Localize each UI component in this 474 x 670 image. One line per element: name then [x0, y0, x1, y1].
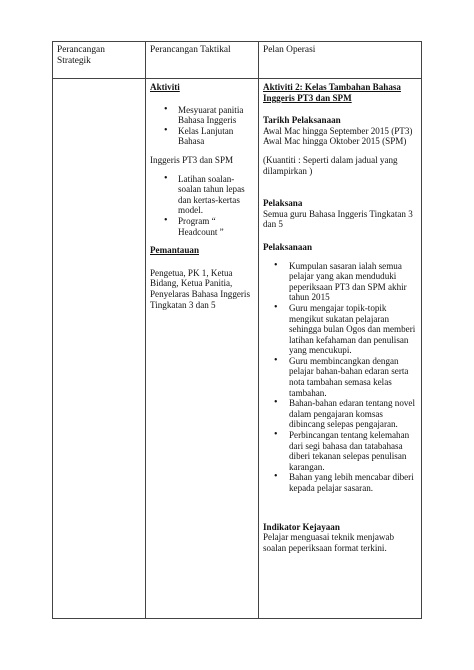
aktiviti-list: [150, 105, 254, 147]
header-perancangan-taktikal: Perancangan Taktikal: [146, 42, 259, 79]
kuantiti-note: (Kuantiti : Seperti dalam jadual yang dilampirkan ): [263, 154, 398, 176]
aktiviti-heading: Aktiviti: [150, 82, 180, 92]
list-item: • Guru mengajar topik-topik mengikut sukatan pelajaran sehingga bulan Ogos dan memberi latihan kefahaman dan penulisan yang mencukupi.: [289, 303, 417, 356]
inggeris-pt3-spm-line: Inggeris PT3 dan SPM: [150, 154, 234, 165]
planning-table: [52, 41, 422, 619]
header-pelan-operasi: Pelan Operasi: [259, 42, 422, 79]
tarikh-pelaksanaan-heading: Tarikh Pelaksanaan: [263, 115, 341, 126]
pelaksanaan-heading: Pelaksanaan: [263, 241, 313, 252]
latihan-list: [150, 174, 254, 238]
operasi-cell: [259, 79, 422, 619]
list-item: • Perbincangan tentang kelemahan dari segi bahasa dan tatabahasa diberi tekanan selepas penulisan karangan.: [289, 430, 417, 472]
aktiviti-2-heading: Aktiviti 2: Kelas Tambahan Bahasa Inggeris PT3 dan SPM: [263, 82, 401, 103]
list-item: • Kumpulan sasaran ialah semua pelajar yang akan menduduki peperiksaan PT3 dan SPM akhir tahun 2015: [289, 261, 417, 303]
list-item: • Bahan-bahan edaran tentang novel dalam pengajaran komsas dibincang selepas pengajaran.: [289, 398, 417, 430]
pemantauan-heading: Pemantauan: [150, 245, 200, 256]
list-item: • Latihan soalan-soalan tahun lepas dan kertas-kertas model.: [178, 174, 254, 216]
list-item: • Mesyuarat panitia Bahasa Inggeris: [178, 105, 254, 126]
tarikh-line-pt3: Awal Mac hingga September 2015 (PT3): [263, 125, 413, 136]
header-perancangan-strategik: Perancangan Strategik: [53, 42, 146, 79]
pelaksanaan-list: [263, 261, 417, 494]
taktikal-cell: [146, 79, 259, 619]
pelaksana-text: Semua guru Bahasa Inggeris Tingkatan 3 dan 5: [263, 208, 413, 230]
pelaksana-heading: Pelaksana: [263, 198, 303, 209]
table-header-row: [53, 42, 422, 79]
list-item: • Guru membincangkan dengan pelajar bahan-bahan edaran serta nota tambahan semasa kelas tambahan.: [289, 356, 417, 398]
pemantauan-text: Pengetua, PK 1, Ketua Bidang, Ketua Panitia, Penyelaras Bahasa Inggeris Tingkatan 3 dan 5: [150, 267, 250, 310]
list-item: • Kelas Lanjutan Bahasa: [178, 126, 254, 147]
list-item: • Bahan yang lebih mencabar diberi kepada pelajar sasaran.: [289, 472, 417, 493]
table-body-row: [53, 79, 422, 619]
indikator-text: Pelajar menguasai teknik menjawab soalan peperiksaan format terkini.: [263, 532, 395, 553]
strategik-cell: [53, 79, 146, 619]
list-item: • Program “ Headcount ”: [178, 216, 254, 237]
indikator-kejayaan-heading: Indikator Kejayaan: [263, 521, 340, 532]
tarikh-line-spm: Awal Mac hingga Oktober 2015 (SPM): [263, 136, 407, 147]
